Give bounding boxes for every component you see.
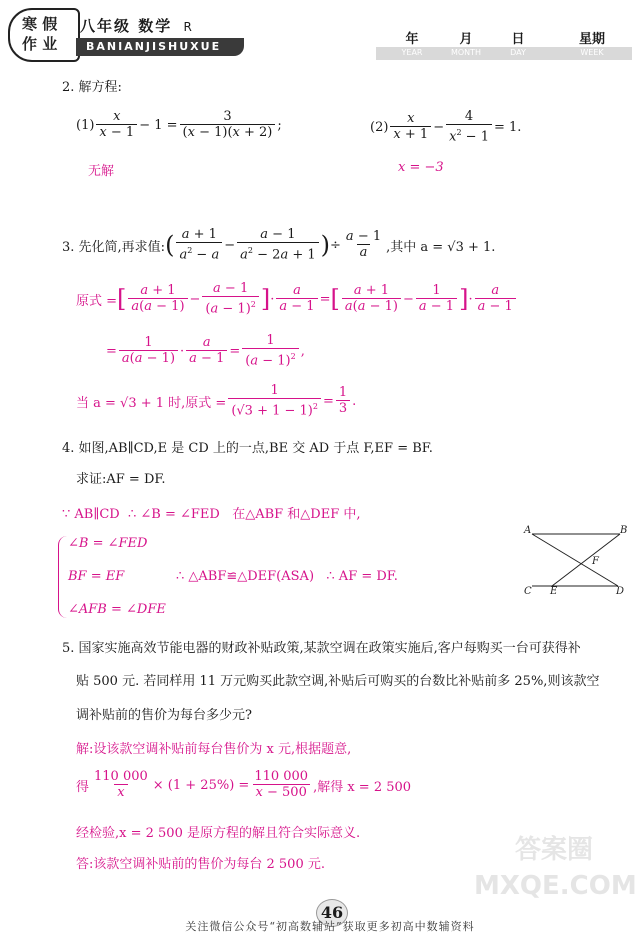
date-sub-month: MONTH	[450, 48, 482, 57]
q4-brace	[58, 536, 67, 618]
badge-line2: 作 业	[22, 35, 58, 53]
q4-title: 4. 如图,AB∥CD,E 是 CD 上的一点,BE 交 AD 于点 F,EF = BF.	[62, 441, 433, 456]
date-day: 日	[511, 32, 525, 47]
footer-note: 关注微信公众号“初高数辅站”获取更多初高中数辅资料	[185, 920, 475, 933]
label-b: B	[620, 525, 628, 536]
q2-answer-1: 无解	[88, 164, 115, 179]
q3-step-3: 当 a = √3 + 1 时,原式 = $\frac{1}{(√3 + 1 - 1)^2}$ = $\frac{1}{3}$ .	[76, 383, 357, 419]
q5-line-1: 5. 国家实施高效节能电器的财政补贴政策,某款空调在政策实施后,客户每购买一台可获得补	[62, 641, 581, 656]
q4-figure	[520, 524, 630, 596]
label-a: A	[524, 525, 532, 536]
q2-answer-2: x = −3	[398, 160, 444, 175]
label-f: F	[592, 556, 599, 567]
q4-cond-2: BF = EF	[68, 569, 125, 584]
date-month: 月	[459, 32, 473, 47]
segment-ad	[532, 534, 618, 586]
watermark: 答案圈 MXQE.COM	[474, 835, 637, 901]
q3-problem: 3. 先化简,再求值: ( $\frac{a + 1}{a^2 - a}$ − $\frac{a - 1}{a^2 - 2a + 1}$ ) ÷ $\frac{a - 1}{a}$ ,其中 a = √3 + 1.	[62, 227, 496, 263]
q4-step-1: ∵ AB∥CD ∴ ∠B = ∠FED 在△ABF 和△DEF 中,	[62, 507, 361, 522]
q2-equation-1: (1) $\frac{x}{x - 1}$ − 1 = $\frac{3}{(x - 1)(x + 2)}$ ;	[76, 109, 282, 140]
segment-be	[552, 534, 620, 586]
q5-answer-3: 经检验,x = 2 500 是原方程的解且符合实际意义.	[76, 826, 361, 841]
date-year: 年	[405, 32, 419, 47]
q4-cond-3: ∠AFB = ∠DFE	[68, 602, 166, 617]
q4-prove: 求证:AF = DF.	[76, 472, 166, 487]
q4-cond-1: ∠B = ∠FED	[68, 536, 148, 551]
date-sub-year: YEAR	[401, 48, 423, 57]
q5-answer-4: 答:该款空调补贴前的售价为每台 2 500 元.	[76, 857, 325, 872]
label-c: C	[524, 586, 532, 596]
edition-mark: R	[183, 20, 194, 34]
header-subject: 八年级 数学 R	[80, 17, 194, 35]
q2-equation-2: (2) $\frac{x}{x + 1}$ − $\frac{4}{x^2 - 1}$ = 1.	[370, 109, 522, 145]
q3-step-1: 原式 = [ $\frac{a + 1}{a(a - 1)}$ − $\frac{a - 1}{(a - 1)^2}$ ] · $\frac{a}{a - 1}$ = [ $\frac{a + 1}{a(a - 1)}$ − $\frac{1}{a - 1}$ ] · $\frac{a}{a - 1}$	[76, 282, 518, 316]
label-e: E	[550, 586, 558, 596]
q5-answer-2: 得 $\frac{110 000}{x}$ × (1 + 25%) = $\frac{110 000}{x - 500}$ ,解得 x = 2 500	[76, 769, 412, 800]
date-sub-week: WEEK	[580, 48, 604, 57]
q2-title: 2. 解方程:	[62, 80, 122, 95]
q5-answer-1: 解:设该款空调补贴前每台售价为 x 元,根据题意,	[76, 742, 352, 757]
badge-line1: 寒 假	[22, 15, 58, 33]
label-d: D	[616, 586, 625, 596]
pinyin-text: BANIANJISHUXUE	[86, 40, 222, 53]
q5-line-2: 贴 500 元. 若同样用 11 万元购买此款空调,补贴后可购买的台数比补贴前多 25%,则该款空	[76, 674, 600, 689]
date-sub-day: DAY	[510, 48, 526, 57]
q5-line-3: 调补贴前的售价为每台多少元?	[76, 708, 252, 723]
q3-step-2: = $\frac{1}{a(a - 1)}$ · $\frac{a}{a - 1}$ = $\frac{1}{(a - 1)^2}$ ,	[106, 333, 305, 369]
page-number: 46	[320, 903, 344, 922]
q4-conclusion: ∴ △ABF≌△DEF(ASA) ∴ AF = DF.	[176, 569, 398, 584]
date-week: 星期	[578, 32, 605, 47]
